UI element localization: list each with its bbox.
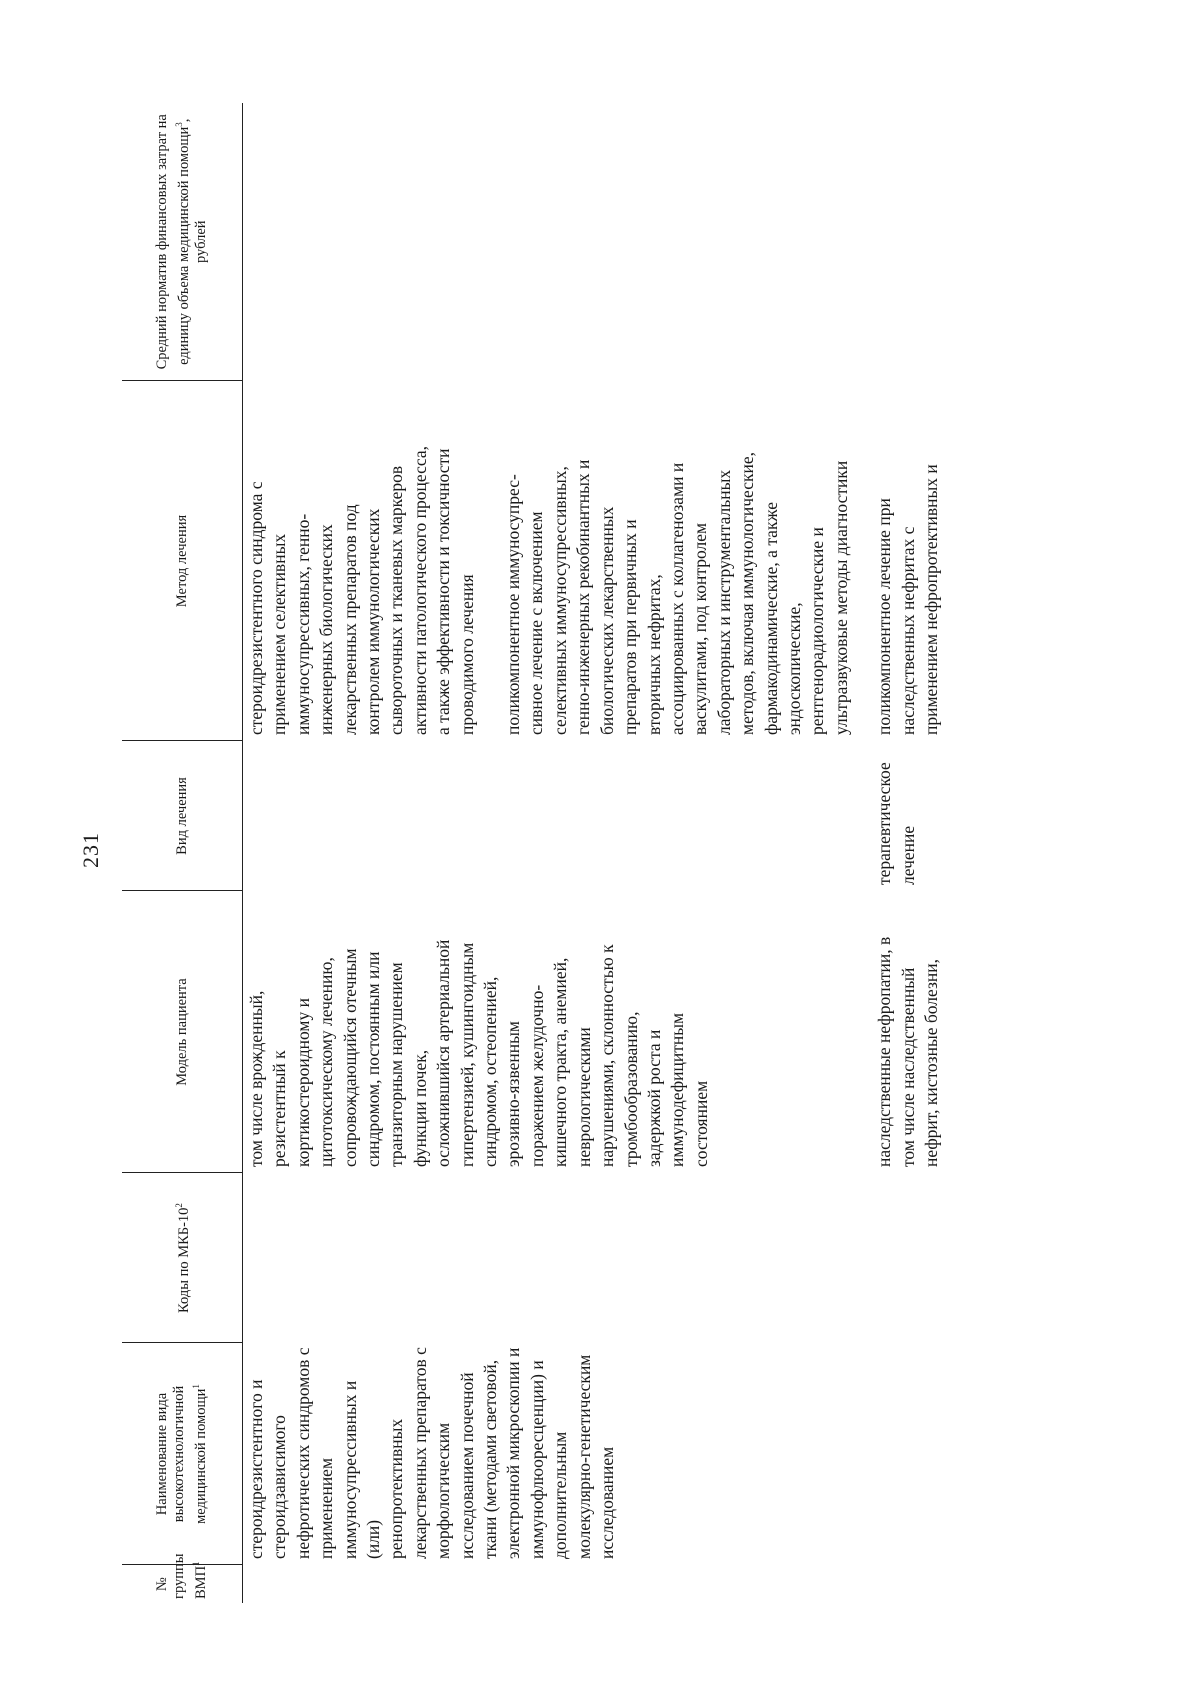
cell-treatment-kind: терапевтическое лечение bbox=[874, 762, 918, 885]
cell-cost bbox=[243, 103, 856, 381]
table-header-row bbox=[122, 103, 243, 1603]
header-icd-codes: Коды по МКБ-$10^2$ bbox=[122, 1173, 243, 1343]
cell-patient-model: наследственные нефропатии, в том числе наследственный нефрит, кистозные болезни, bbox=[874, 936, 941, 1167]
cell-patient-model: том числе врожденный, резистентный к кортикостероидному и цитотоксическому лечению, сопровождающийся отечным синдромом, постоянным или транзиторным нарушением функции почек, осложнившийся артериальной гипертензией, кушингоидным синдромом, остеопенией, эрозивно-язвенным поражением желудочно- кишечного тракта, анемией, неврологическими нарушениями, склонностью к тромбообразованию, задержкой роста и иммунодефицитным состоянием bbox=[246, 939, 711, 1167]
page-number: 231 bbox=[78, 832, 103, 868]
header-patient-model: Модель пациента bbox=[122, 891, 243, 1173]
vmp-table bbox=[122, 103, 945, 1603]
cell-care-type bbox=[855, 1343, 945, 1565]
cell-treatment-method bbox=[855, 381, 945, 741]
header-cost-norm: Средний норматив финансовых затрат на единицу объема медицинской помощи$^3$, рублей bbox=[122, 103, 243, 381]
cell-care-type: стероидрезистентного и стероидзависимого нефротических синдромов с применением иммуносупрессивных и (или) ренопротективных лекарственных препаратов с морфологическим исследованием почечной ткани (методами световой, электронной микроскопии и иммунофлюоресценции) и дополнительным молекулярно-генетическим исследованием bbox=[246, 1347, 618, 1559]
cell-icd bbox=[855, 1173, 945, 1343]
method-paragraph: стероидрезистентного синдрома с применением селективных иммуносупрессивных, генно- инженерных биологических лекарственных препаратов под контролем иммунологических сывороточных и тканевых маркеров активности патологического процесса, а также эффективности и токсичности проводимого лечения bbox=[246, 446, 477, 735]
table-row bbox=[855, 103, 945, 1603]
header-group-no: № группы ВМП$^1$ bbox=[122, 1565, 243, 1603]
cell-icd bbox=[243, 1173, 856, 1343]
cell-treatment-method bbox=[243, 381, 856, 741]
table-row bbox=[243, 103, 856, 1603]
header-treatment-method: Метод лечения bbox=[122, 381, 243, 741]
cell-group-no bbox=[243, 1565, 856, 1603]
header-treatment-kind: Вид лечения bbox=[122, 741, 243, 891]
method-paragraph: поликомпонентное иммуносупрес- сивное лечение с включением селективных иммуносупрессивных, генно-инженерных рекобинантных и биологических лекарственных препаратов при первичных и вторичных нефритах, ассоциированных с коллагенозами и васкулитами, под контролем лабораторных и инструментальных методов, включая иммунологические, фармакодинамические, а также эндоскопические, рентгенорадиологические и ультразвуковые методы диагностики bbox=[503, 451, 851, 735]
cell-cost bbox=[855, 103, 945, 381]
header-care-type-name: Наименование вида высокотехнологичной медицинской помощи$^1$ bbox=[122, 1343, 243, 1565]
cell-group-no bbox=[855, 1565, 945, 1603]
method-paragraph: поликомпонентное лечение при наследственных нефритах с применением нефропротективных и bbox=[874, 464, 941, 735]
cell-treatment-kind bbox=[243, 741, 856, 891]
